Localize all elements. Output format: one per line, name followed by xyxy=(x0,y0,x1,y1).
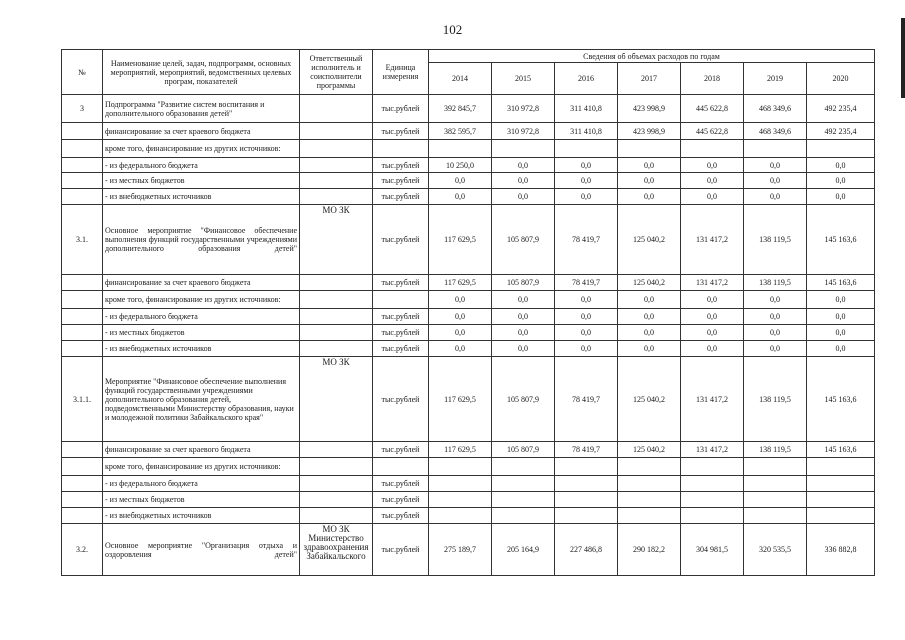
row-value: 0,0 xyxy=(618,189,681,205)
row-value: 0,0 xyxy=(492,173,555,189)
row-responsible xyxy=(300,309,373,325)
row-unit: тыс.рублей xyxy=(373,189,429,205)
row-value: 105 807,9 xyxy=(492,205,555,275)
row-value: 145 163,6 xyxy=(807,275,875,291)
row-responsible xyxy=(300,140,373,158)
header-year: 2018 xyxy=(681,63,744,95)
row-value xyxy=(429,458,492,476)
row-value: 0,0 xyxy=(681,189,744,205)
row-value: 131 417,2 xyxy=(681,205,744,275)
row-value: 117 629,5 xyxy=(429,205,492,275)
row-value xyxy=(492,476,555,492)
row-value: 0,0 xyxy=(555,173,618,189)
row-value: 105 807,9 xyxy=(492,442,555,458)
row-value: 0,0 xyxy=(807,173,875,189)
row-value: 311 410,8 xyxy=(555,95,618,123)
row-value: 0,0 xyxy=(429,189,492,205)
table-row xyxy=(62,325,875,341)
row-value: 0,0 xyxy=(555,291,618,309)
header-year: 2016 xyxy=(555,63,618,95)
row-number xyxy=(62,158,103,173)
row-value xyxy=(618,508,681,524)
row-value xyxy=(555,492,618,508)
row-name: - из местных бюджетов xyxy=(103,325,300,341)
row-value: 145 163,6 xyxy=(807,205,875,275)
row-value xyxy=(807,492,875,508)
row-value: 275 189,7 xyxy=(429,524,492,576)
row-value: 138 119,5 xyxy=(744,442,807,458)
row-unit: тыс.рублей xyxy=(373,442,429,458)
row-value xyxy=(429,140,492,158)
row-unit: тыс.рублей xyxy=(373,341,429,357)
row-name: - из внебюджетных источников xyxy=(103,189,300,205)
row-number xyxy=(62,309,103,325)
row-responsible: МО ЗК xyxy=(300,205,373,275)
row-value: 0,0 xyxy=(492,189,555,205)
row-unit xyxy=(373,458,429,476)
row-number xyxy=(62,189,103,205)
row-value: 0,0 xyxy=(429,325,492,341)
row-value xyxy=(681,492,744,508)
header-responsible: Ответственный исполнитель и соисполнители программы xyxy=(300,50,373,95)
row-value xyxy=(618,476,681,492)
row-name: - из федерального бюджета xyxy=(103,309,300,325)
row-value xyxy=(429,508,492,524)
row-value: 468 349,6 xyxy=(744,95,807,123)
row-number xyxy=(62,508,103,524)
row-value: 392 845,7 xyxy=(429,95,492,123)
row-value: 0,0 xyxy=(807,341,875,357)
row-responsible xyxy=(300,291,373,309)
row-name: кроме того, финансирование из других источников: xyxy=(103,291,300,309)
row-name: финансирование за счет краевого бюджета xyxy=(103,123,300,140)
row-number: 3 xyxy=(62,95,103,123)
row-value: 78 419,7 xyxy=(555,357,618,442)
row-responsible xyxy=(300,325,373,341)
header-year: 2015 xyxy=(492,63,555,95)
row-value: 0,0 xyxy=(744,189,807,205)
row-value xyxy=(744,476,807,492)
row-value: 0,0 xyxy=(807,189,875,205)
row-value: 0,0 xyxy=(555,189,618,205)
row-value: 0,0 xyxy=(492,325,555,341)
row-responsible xyxy=(300,173,373,189)
row-value: 131 417,2 xyxy=(681,275,744,291)
row-value: 105 807,9 xyxy=(492,357,555,442)
header-unit: Единица измерения xyxy=(373,50,429,95)
row-value: 310 972,8 xyxy=(492,123,555,140)
row-value xyxy=(744,140,807,158)
row-value: 0,0 xyxy=(618,309,681,325)
row-number xyxy=(62,458,103,476)
row-value: 0,0 xyxy=(429,309,492,325)
header-year: 2014 xyxy=(429,63,492,95)
row-value: 78 419,7 xyxy=(555,275,618,291)
header-year: 2020 xyxy=(807,63,875,95)
row-value xyxy=(618,492,681,508)
row-number: 3.1. xyxy=(62,205,103,275)
row-value: 138 119,5 xyxy=(744,357,807,442)
row-unit: тыс.рублей xyxy=(373,275,429,291)
row-value: 145 163,6 xyxy=(807,442,875,458)
row-responsible xyxy=(300,123,373,140)
row-value: 0,0 xyxy=(807,309,875,325)
row-value xyxy=(744,492,807,508)
row-value xyxy=(618,458,681,476)
row-value: 0,0 xyxy=(429,341,492,357)
row-number xyxy=(62,341,103,357)
row-value xyxy=(555,140,618,158)
row-value: 10 250,0 xyxy=(429,158,492,173)
row-value: 0,0 xyxy=(618,158,681,173)
row-name: - из федерального бюджета xyxy=(103,158,300,173)
table-row xyxy=(62,309,875,325)
row-value: 0,0 xyxy=(618,341,681,357)
row-value: 492 235,4 xyxy=(807,123,875,140)
row-unit xyxy=(373,140,429,158)
header-year: 2019 xyxy=(744,63,807,95)
row-number: 3.1.1. xyxy=(62,357,103,442)
row-value xyxy=(429,492,492,508)
header-year: 2017 xyxy=(618,63,681,95)
row-value: 336 882,8 xyxy=(807,524,875,576)
table-row xyxy=(62,173,875,189)
row-value: 0,0 xyxy=(618,173,681,189)
row-value: 0,0 xyxy=(744,173,807,189)
row-value: 310 972,8 xyxy=(492,95,555,123)
row-unit: тыс.рублей xyxy=(373,524,429,576)
table-row xyxy=(62,291,875,309)
row-value: 0,0 xyxy=(807,325,875,341)
table-row xyxy=(62,476,875,492)
row-responsible xyxy=(300,275,373,291)
row-name: - из федерального бюджета xyxy=(103,476,300,492)
row-value: 78 419,7 xyxy=(555,442,618,458)
row-value xyxy=(681,476,744,492)
row-value: 0,0 xyxy=(492,158,555,173)
row-name: кроме того, финансирование из других источников: xyxy=(103,140,300,158)
row-value: 0,0 xyxy=(492,309,555,325)
row-value: 445 622,8 xyxy=(681,95,744,123)
row-value: 0,0 xyxy=(744,291,807,309)
table-row xyxy=(62,189,875,205)
expenditure-table xyxy=(61,49,875,576)
row-value: 382 595,7 xyxy=(429,123,492,140)
table-row xyxy=(62,458,875,476)
row-unit: тыс.рублей xyxy=(373,205,429,275)
row-value: 125 040,2 xyxy=(618,357,681,442)
row-number xyxy=(62,123,103,140)
row-value: 145 163,6 xyxy=(807,357,875,442)
row-value xyxy=(555,458,618,476)
row-value: 0,0 xyxy=(744,325,807,341)
row-value xyxy=(744,508,807,524)
row-name: Основное мероприятие "Финансовое обеспечение выполнения функций государственными учреждениями дополнительного образования детей" xyxy=(103,205,300,275)
row-number: 3.2. xyxy=(62,524,103,576)
row-name: Мероприятие "Финансовое обеспечение выполнения функций государственными учреждениями дополнительного образования детей, подведомственными Министерству образования, науки и молодежной политики Забайкальского края" xyxy=(103,357,300,442)
row-value: 117 629,5 xyxy=(429,357,492,442)
row-name: финансирование за счет краевого бюджета xyxy=(103,275,300,291)
row-responsible xyxy=(300,189,373,205)
row-unit: тыс.рублей xyxy=(373,158,429,173)
header-name: Наименование целей, задач, подпрограмм, основных мероприятий, мероприятий, ведомственных целевых програм, показателей xyxy=(103,50,300,95)
row-unit: тыс.рублей xyxy=(373,357,429,442)
row-number xyxy=(62,140,103,158)
row-value: 105 807,9 xyxy=(492,275,555,291)
row-value xyxy=(492,508,555,524)
table-row xyxy=(62,442,875,458)
row-unit xyxy=(373,291,429,309)
row-unit: тыс.рублей xyxy=(373,492,429,508)
row-value: 131 417,2 xyxy=(681,442,744,458)
table-row xyxy=(62,524,875,576)
table-row xyxy=(62,357,875,442)
row-value: 125 040,2 xyxy=(618,275,681,291)
row-number xyxy=(62,476,103,492)
row-unit: тыс.рублей xyxy=(373,508,429,524)
row-value: 0,0 xyxy=(492,291,555,309)
page-number: 102 xyxy=(442,22,463,37)
row-unit: тыс.рублей xyxy=(373,173,429,189)
row-responsible xyxy=(300,508,373,524)
row-unit: тыс.рублей xyxy=(373,325,429,341)
row-number xyxy=(62,173,103,189)
table-row xyxy=(62,341,875,357)
row-value: 227 486,8 xyxy=(555,524,618,576)
row-value: 0,0 xyxy=(555,158,618,173)
row-value: 0,0 xyxy=(681,325,744,341)
row-unit: тыс.рублей xyxy=(373,123,429,140)
table-row xyxy=(62,123,875,140)
row-value: 131 417,2 xyxy=(681,357,744,442)
row-value: 0,0 xyxy=(744,309,807,325)
row-responsible xyxy=(300,341,373,357)
row-responsible xyxy=(300,442,373,458)
row-value xyxy=(807,508,875,524)
row-value: 0,0 xyxy=(744,341,807,357)
row-value: 0,0 xyxy=(681,291,744,309)
scan-edge xyxy=(901,18,905,98)
row-value xyxy=(555,508,618,524)
row-value: 125 040,2 xyxy=(618,205,681,275)
row-unit: тыс.рублей xyxy=(373,476,429,492)
row-value xyxy=(681,140,744,158)
row-value: 0,0 xyxy=(618,325,681,341)
row-value: 205 164,9 xyxy=(492,524,555,576)
row-value xyxy=(618,140,681,158)
table-row xyxy=(62,158,875,173)
row-responsible: МО ЗК Министерство здравоохранения Забайкальского xyxy=(300,524,373,576)
row-value: 0,0 xyxy=(555,325,618,341)
table-row xyxy=(62,95,875,123)
row-value xyxy=(492,458,555,476)
row-value: 445 622,8 xyxy=(681,123,744,140)
row-value: 320 535,5 xyxy=(744,524,807,576)
row-value xyxy=(807,476,875,492)
row-value xyxy=(807,140,875,158)
row-value: 0,0 xyxy=(807,158,875,173)
row-unit: тыс.рублей xyxy=(373,95,429,123)
row-value: 0,0 xyxy=(681,158,744,173)
row-responsible xyxy=(300,95,373,123)
row-value: 0,0 xyxy=(681,309,744,325)
row-value: 423 998,9 xyxy=(618,95,681,123)
row-value xyxy=(744,458,807,476)
row-value: 0,0 xyxy=(555,341,618,357)
row-value: 0,0 xyxy=(681,341,744,357)
row-number xyxy=(62,325,103,341)
row-value: 304 981,5 xyxy=(681,524,744,576)
row-value: 117 629,5 xyxy=(429,275,492,291)
row-value: 0,0 xyxy=(492,341,555,357)
row-value: 311 410,8 xyxy=(555,123,618,140)
row-name: финансирование за счет краевого бюджета xyxy=(103,442,300,458)
header-expenses-group: Сведения об объемах расходов по годам xyxy=(429,50,875,63)
row-value xyxy=(429,476,492,492)
table-row xyxy=(62,492,875,508)
row-value: 125 040,2 xyxy=(618,442,681,458)
row-unit: тыс.рублей xyxy=(373,309,429,325)
row-name: кроме того, финансирование из других источников: xyxy=(103,458,300,476)
row-responsible xyxy=(300,492,373,508)
row-value: 117 629,5 xyxy=(429,442,492,458)
row-value: 0,0 xyxy=(681,173,744,189)
row-responsible xyxy=(300,158,373,173)
row-number xyxy=(62,492,103,508)
table-row xyxy=(62,508,875,524)
row-value: 0,0 xyxy=(555,309,618,325)
row-value: 0,0 xyxy=(429,291,492,309)
row-value: 423 998,9 xyxy=(618,123,681,140)
row-value: 492 235,4 xyxy=(807,95,875,123)
table-row xyxy=(62,140,875,158)
row-number xyxy=(62,275,103,291)
row-value: 138 119,5 xyxy=(744,205,807,275)
row-value xyxy=(681,458,744,476)
row-value: 0,0 xyxy=(744,158,807,173)
row-value xyxy=(492,492,555,508)
row-value xyxy=(492,140,555,158)
row-value: 468 349,6 xyxy=(744,123,807,140)
row-value: 0,0 xyxy=(807,291,875,309)
row-name: - из местных бюджетов xyxy=(103,173,300,189)
table-row xyxy=(62,275,875,291)
row-value xyxy=(681,508,744,524)
row-value xyxy=(555,476,618,492)
row-value: 0,0 xyxy=(618,291,681,309)
row-number xyxy=(62,442,103,458)
row-responsible: МО ЗК xyxy=(300,357,373,442)
row-value: 138 119,5 xyxy=(744,275,807,291)
row-name: Подпрограмма "Развитие систем воспитания и дополнительного образования детей" xyxy=(103,95,300,123)
row-value: 290 182,2 xyxy=(618,524,681,576)
row-name: - из внебюджетных источников xyxy=(103,341,300,357)
row-number xyxy=(62,291,103,309)
row-name: - из местных бюджетов xyxy=(103,492,300,508)
row-responsible xyxy=(300,476,373,492)
row-responsible xyxy=(300,458,373,476)
table-row xyxy=(62,205,875,275)
row-value: 78 419,7 xyxy=(555,205,618,275)
row-value xyxy=(807,458,875,476)
row-name: - из внебюджетных источников xyxy=(103,508,300,524)
header-num: № xyxy=(62,50,103,95)
row-name: Основное мероприятие "Организация отдыха и оздоровления детей" xyxy=(103,524,300,576)
row-value: 0,0 xyxy=(429,173,492,189)
